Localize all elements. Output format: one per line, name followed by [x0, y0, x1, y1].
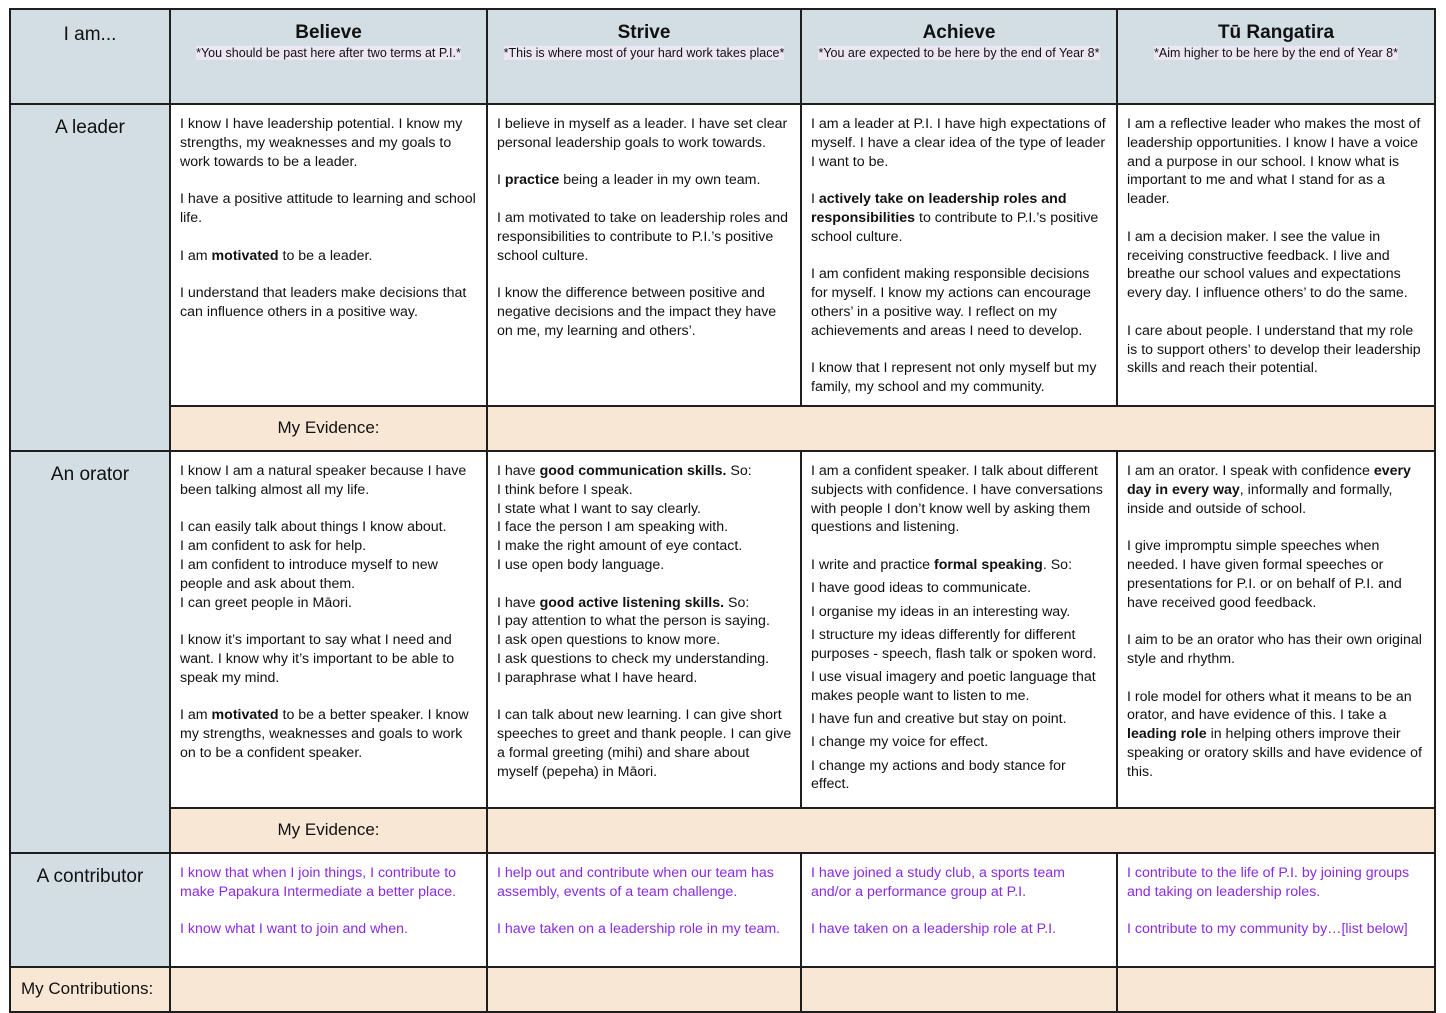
- cell-text: I am a leader at P.I. I have high expectations of myself. I have a clear idea of the type of leader I want to be.: [811, 116, 1106, 170]
- orator-evidence-row: [10, 808, 1435, 853]
- contributions-label: My Contributions:: [10, 967, 170, 1012]
- cell-text: I know the difference between positive and negative decisions and the impact they have on me, my learning and others’.: [497, 285, 777, 339]
- header-row: [10, 9, 1435, 104]
- cell-text: I have taken on a leadership role at P.I.: [811, 921, 1057, 938]
- cell-text: I am a reflective leader who makes the most of leadership opportunities. I know I have a voice and a purpose in our school. I know what is important to me and what I stand for as a leader.: [1127, 116, 1421, 208]
- cell-text: I practice being a leader in my own team.: [497, 172, 761, 189]
- cell-text: I am confident making responsible decisions for myself. I know my actions can encourage others’ in a positive way. I reflect on my achievements and areas I need to develop.: [811, 266, 1091, 339]
- contribution-input-believe[interactable]: [170, 967, 487, 1012]
- cell-text: I know I am a natural speaker because I have been talking almost all my life.: [180, 462, 467, 498]
- stage-note: *You should be past here after two terms at P.I.*: [196, 46, 461, 60]
- stage-achieve-header: [801, 9, 1117, 104]
- cell-text: I understand that leaders make decisions that can influence others in a positive way.: [180, 285, 467, 320]
- contribution-input-rangatira[interactable]: [1117, 967, 1435, 1012]
- contributor-rangatira-cell: [1117, 853, 1435, 967]
- cell-text: I am a confident speaker. I talk about different subjects with confidence. I have conversations with people I don’t know well by asking them questions and listening.: [811, 462, 1103, 536]
- cell-text: I know what I want to join and when.: [180, 921, 408, 938]
- leader-rangatira-cell: [1117, 104, 1435, 406]
- orator-strive-cell: [487, 451, 801, 808]
- contribution-input-strive[interactable]: [487, 967, 801, 1012]
- orator-row: [10, 451, 1435, 808]
- stage-note: *You are expected to be here by the end of Year 8*: [818, 46, 1100, 60]
- cell-text: I role model for others what it means to be an orator, and have evidence of this. I take a leading role in helping others improve their speaking or oratory skills and have evidence of this.: [1127, 688, 1422, 780]
- row-label-leader: A leader: [10, 104, 170, 451]
- cell-text: I care about people. I understand that my role is to support others’ to develop their leadership skills and reach their potential.: [1127, 322, 1421, 377]
- stage-title: Tū Rangatira: [1217, 22, 1335, 43]
- cell-text: I aim to be an orator who has their own original style and rhythm.: [1127, 632, 1422, 667]
- cell-text: I can talk about new learning. I can give short speeches to greet and thank people. I can give a formal greeting (mihi) and share about myself (pepeha) in Māori.: [497, 707, 792, 780]
- orator-achieve-cell: [801, 451, 1117, 808]
- cell-text: I give impromptu simple speeches when needed. I have given formal speeches or presentations for P.I. or on behalf of P.I. and have received good feedback.: [1127, 538, 1402, 611]
- cell-text: I am motivated to take on leadership roles and responsibilities to contribute to P.I.’s positive school culture.: [497, 209, 789, 264]
- leader-achieve-cell: [801, 104, 1117, 406]
- cell-text: I am motivated to be a leader.: [180, 247, 373, 264]
- cell-text: I know I have leadership potential. I know my strengths, my weaknesses and my goals to work towards to be a leader.: [180, 116, 463, 170]
- cell-text: I can easily talk about things I know about. I am confident to ask for help. I am confident to introduce myself to new people and ask about them. I can greet people in Māori.: [180, 519, 447, 611]
- leader-strive-cell: [487, 104, 801, 406]
- stage-strive-header: [487, 9, 801, 104]
- cell-text: I know that I represent not only myself but my family, my school and my community.: [811, 360, 1097, 396]
- stage-believe-header: [170, 9, 487, 104]
- stage-rangatira-header: [1117, 9, 1435, 104]
- orator-rangatira-cell: [1117, 451, 1435, 808]
- rubric-table: [9, 8, 1436, 1013]
- corner-label: I am...: [10, 9, 170, 104]
- stage-title: Strive: [617, 22, 671, 43]
- cell-text: I have good active listening skills. So: I pay attention to what the person is saying. I ask open questions to know more. I ask questions to check my understanding. I paraphrase what I have heard.: [497, 594, 770, 686]
- leader-believe-cell: [170, 104, 487, 406]
- cell-text: I write and practice formal speaking. So: I have good ideas to communicate. I organise my ideas in an interesting way. I structure my ideas differently for different purposes - speech, flash talk or spoken word. I use visual imagery and poetic language that makes people want to listen to me. I have fun and creative but stay on point. I change my voice for effect. I change my actions and body stance for effect.: [811, 556, 1097, 793]
- leader-row: [10, 104, 1435, 406]
- evidence-label: My Evidence:: [170, 406, 487, 451]
- leader-evidence-row: [10, 406, 1435, 451]
- evidence-input-area[interactable]: [487, 808, 1435, 853]
- cell-text: I have a positive attitude to learning and school life.: [180, 191, 476, 226]
- contribution-input-achieve[interactable]: [801, 967, 1117, 1012]
- cell-text: I actively take on leadership roles and responsibilities to contribute to P.I.’s positive school culture.: [811, 191, 1099, 245]
- cell-text: I believe in myself as a leader. I have set clear personal leadership goals to work towards.: [497, 116, 788, 151]
- cell-text: I have taken on a leadership role in my team.: [497, 921, 781, 938]
- evidence-label: My Evidence:: [170, 808, 487, 853]
- stage-title: Achieve: [922, 22, 996, 43]
- cell-text: I contribute to the life of P.I. by joining groups and taking on leadership roles.: [1127, 864, 1410, 900]
- cell-text: I know that when I join things, I contribute to make Papakura Intermediate a better place.: [180, 864, 457, 900]
- stage-note: *Aim higher to be here by the end of Year 8*: [1154, 46, 1398, 60]
- cell-text: I am a decision maker. I see the value in receiving constructive feedback. I live and breathe our school values and expectations every day. I influence others’ to do the same.: [1127, 228, 1408, 302]
- row-label-orator: An orator: [10, 451, 170, 853]
- cell-text: I help out and contribute when our team has assembly, events of a team challenge.: [497, 864, 774, 900]
- stage-note: *This is where most of your hard work takes place*: [503, 46, 785, 60]
- orator-believe-cell: [170, 451, 487, 808]
- contributor-believe-cell: [170, 853, 487, 967]
- contributor-achieve-cell: [801, 853, 1117, 967]
- stage-title: Believe: [295, 22, 362, 43]
- contributions-row: [10, 967, 1435, 1012]
- cell-text: I know it’s important to say what I need and want. I know why it’s important to be able to speak my mind.: [180, 632, 455, 686]
- cell-text: I am motivated to be a better speaker. I know my strengths, weaknesses and goals to work on to be a confident speaker.: [180, 707, 469, 761]
- cell-text: I am an orator. I speak with confidence every day in every way, informally and formally, inside and outside of school.: [1127, 462, 1411, 517]
- cell-text: I contribute to my community by…[list below]: [1127, 921, 1408, 938]
- row-label-contributor: A contributor: [10, 853, 170, 967]
- evidence-input-area[interactable]: [487, 406, 1435, 451]
- contributor-row: [10, 853, 1435, 967]
- contributor-strive-cell: [487, 853, 801, 967]
- cell-text: I have good communication skills. So: I think before I speak. I state what I want to say clearly. I face the person I am speaking with. I make the right amount of eye contact. I use open body language.: [497, 462, 752, 573]
- cell-text: I have joined a study club, a sports team and/or a performance group at P.I.: [811, 864, 1065, 900]
